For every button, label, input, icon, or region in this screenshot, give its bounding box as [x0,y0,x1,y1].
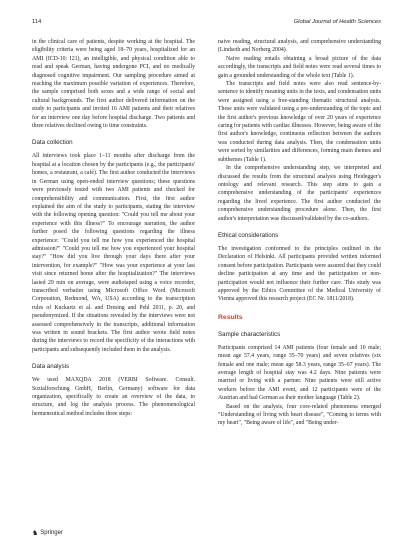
page-number: 114 [32,19,42,25]
paragraph: We used MAXQDA 2018 (VERBI Software. Consult. Sozialforschung GmbH, Berlin, Germany) software for data organization, specifically to create an overview of the data, to structure, and log the analysis process. The phenomenological hermeneutical method includes three steps: [32,377,195,417]
paragraph: in the clinical care of patients, despite working at the hospital. The eligibility criteria were being aged 18–70 years, hospitalized for an AMI (ICD-10: I21), an intelligible, and physical condition able to read and speak German, having undergone PCI, and no medically diagnosed cognitive impairment. Our sampling procedure aimed at reaching the maximum possible variation of experiences. Therefore, the sample comprised both sexes and a wide range of social and cultural backgrounds. The first author delivered information on the study to participants and invited 16 AMI patients and their relatives for an interview one day before hospital discharge. Two patients and three relatives declined owing to time constraints. [32,39,195,130]
paragraph: The investigation conformed to the principles outlined in the Declaration of Helsinki. All participants provided written informed consent before participation. Participants were assured that they could decline participation at any time and the participation or non-participation would not influence their further care. This study was approved by the Ethics Committee of the Medical University of Vienna approved this research project (EC Nr. 1811/2018). [218,245,381,303]
paragraph: In the comprehensive understanding step, we interpreted and discussed the results from the structural analysis using Heidegger's ontology and relevant research. This step aims to gain a comprehensive understanding of the participants' experiences regarding the lived experience. The first author conducted the comprehensive understanding procedure alone. Then, the first author's interpretation was discussed/validated by the co-authors. [218,165,381,222]
section-heading-data-analysis: Data analysis [32,363,70,371]
section-heading-ethical: Ethical considerations [218,231,279,239]
section-heading-sample: Sample characteristics [218,330,281,338]
paragraph: Participants comprised 14 AMI patients (four female and 10 male; mean age 57.4 years, range 35–70 years) and seven relatives (six female and one male; mean age 58.3 years, range 35–67 years). The average length of hospital stay was 4.2 days. Nine patients were married or living with a partner. Nine patients were still active workers before the AMI event, and 12 participants were of the Austrian and had German as their mother language (Table 2). [218,344,381,402]
paragraph: naive reading, structural analysis, and comprehensive understanding (Lindseth and Norberg 2004). [218,39,381,54]
paragraph: Naive reading entails obtaining a broad picture of the data accordingly, the transcripts and field notes were read several times to gain a grounded understanding of the whole text (Table 1). [218,55,381,79]
section-heading-results: Results [218,313,243,321]
section-heading-data-collection: Data collection [32,139,73,147]
right-column [218,38,381,428]
springer-knight-icon: ♞ [32,530,39,537]
publisher-name: Springer [40,530,63,536]
paragraph: The transcripts and field notes were also read sentence-by-sentence to identify meaning units in the texts, and condensation units were assigned using a free-standing thematic structural analysis. These units were validated using a pre-understanding of the topic and the first author's previous knowledge of over 20 years of experience caring for patients with cardiac illnesses. However, being aware of the first author's knowledge, continuous reflection between the authors was conducted during data analysis. Then, the condensation units were sorted by similarities and differences, forming main themes and subthemes (Table 1). [218,81,381,163]
publisher-logo [32,529,63,537]
running-head [32,19,381,29]
journal-title: Global Journal of Health Sciences [293,19,381,25]
left-column [32,38,195,418]
paragraph: Based on the analysis, four core-related phenomena emerged "Understanding of living with heart disease", "Coming to terms with my heart", "Being aware of life", and "Being under- [218,403,381,427]
paragraph: All interviews took place 1–11 months after discharge from the hospital at a location chosen by the participants (e.g., the participants' homes, a restaurant, a café). The first author conducted the interviews in German using open-ended interview questions; these questions were previously tested with two AMI patients and checked for comprehensibility and communication. First, the first author explained the aim of the study to participants, stating the interview with the following opening question: "Could you tell me about your experience with this illness?" To encourage narration, the author further posed the following questions regarding the illness experience: "Could you tell me how you experienced the hospital admission?" "Could you tell me how you experienced your hospital stay?" "How did you live through your days there after your intervention, for example?" "How was your experience at your last visit since returned home after the hospitalization?" The interviews lasted 29 min on average, were audiotaped using a voice recorder, transcribed verbatim using Microsoft Office Word (Microsoft Corporation, Redmond, WA, USA) according to the transcription rules of Kuckartz et al. and Dresing and Pehl 2011, p. 20, and pseudonymized. If the situations revealed by the interviews were not assessed comprehensively in the transcripts, additional information was written in sound brackets. The first author wrote field notes during the interviews to record the specificity of the interactions with participants and subsequently included them in the analysis. [32,153,195,353]
